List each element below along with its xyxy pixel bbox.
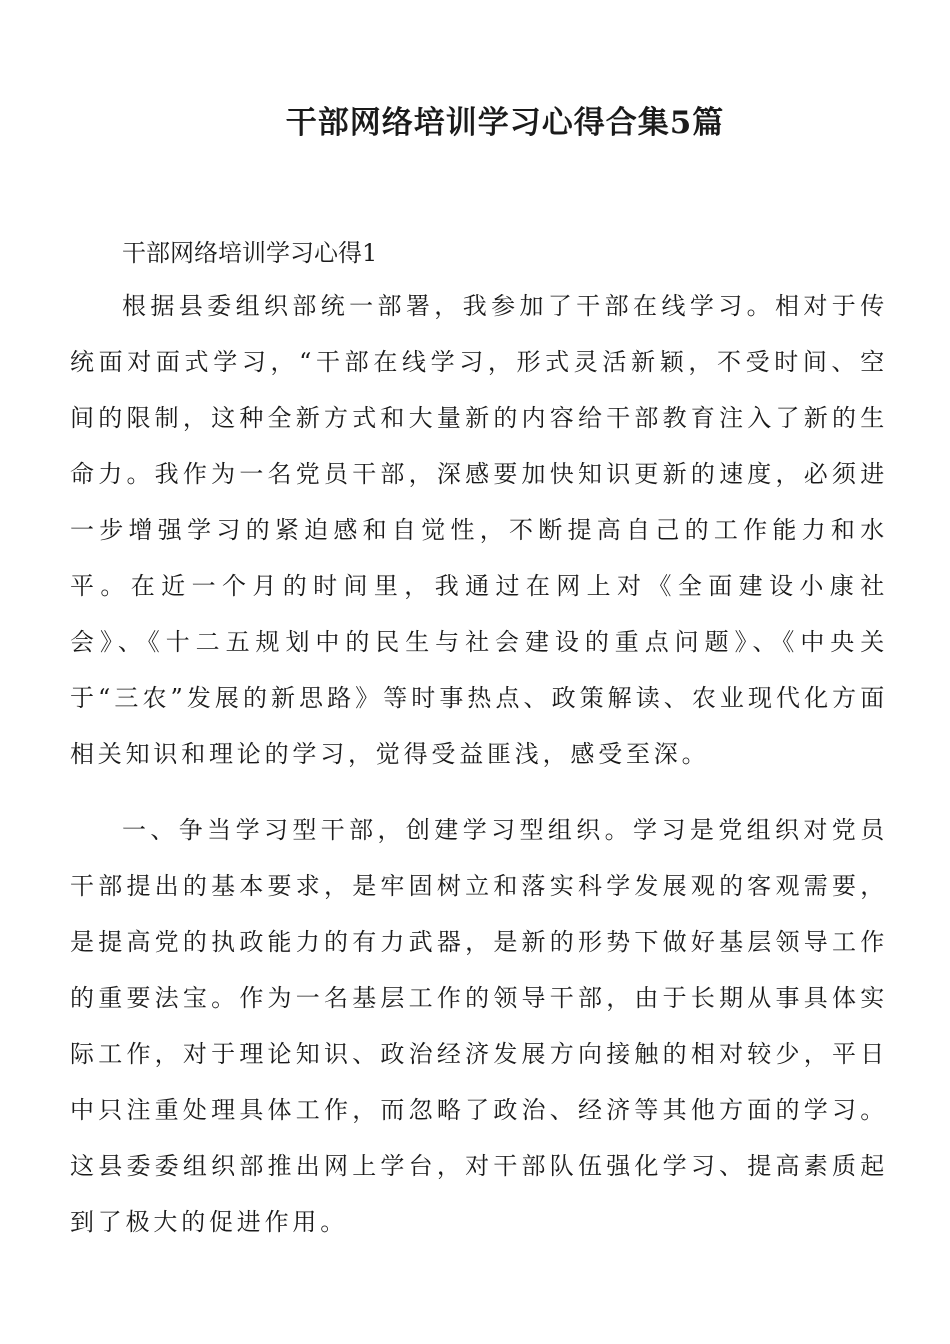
- document-title: 干部网络培训学习心得合集5篇: [285, 105, 725, 141]
- section-heading: 干部网络培训学习心得1: [122, 239, 378, 267]
- paragraph: 根据县委组织部统一部署，我参加了干部在线学习。相对于传统面对面式学习，“干部在线学习，形式灵活新颖，不受时间、空间的限制，这种全新方式和大量新的内容给干部教育注入了新的生命力。我作为一名党员干部，深感要加快知识更新的速度，必须进一步增强学习的紧迫感和自觉性，不断提高自己的工作能力和水平。在近一个月的时间里，我通过在网上对《全面建设小康社会》、《十二五规划中的民生与社会建设的重点问题》、《中央关于“三农”发展的新思路》等时事热点、政策解读、农业现代化方面相关知识和理论的学习，觉得受益匪浅，感受至深。: [70, 292, 888, 768]
- paragraph: 一、争当学习型干部，创建学习型组织。学习是党组织对党员干部提出的基本要求，是牢固树立和落实科学发展观的客观需要，是提高党的执政能力的有力武器，是新的形势下做好基层领导工作的重要法宝。作为一名基层工作的领导干部，由于长期从事具体实际工作，对于理论知识、政治经济发展方向接触的相对较少，平日中只注重处理具体工作，而忽略了政治、经济等其他方面的学习。这县委委组织部推出网上学台，对干部队伍强化学习、提高素质起到了极大的促进作用。: [70, 816, 888, 1236]
